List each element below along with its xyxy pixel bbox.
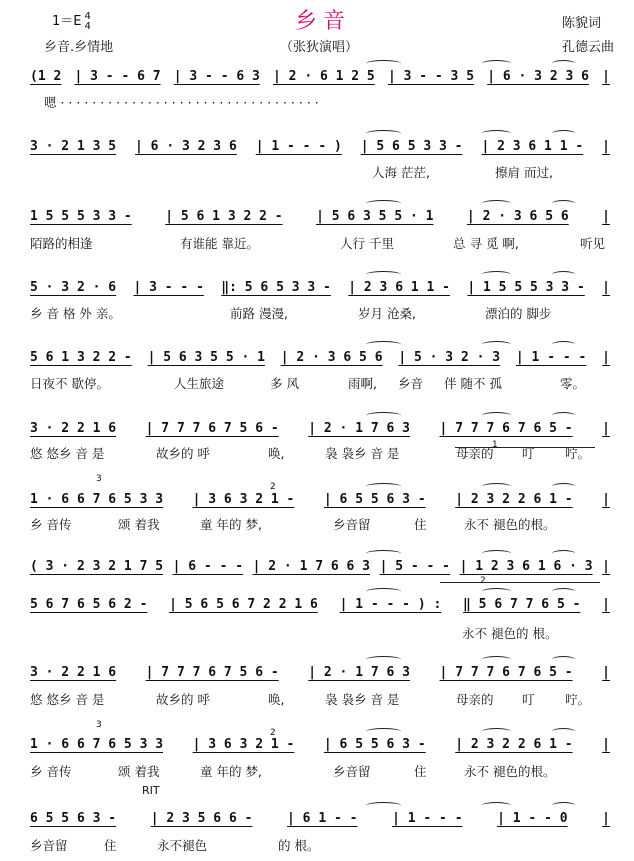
lyric-text: 乡 音 格 外 亲。 — [30, 306, 121, 321]
slur-mark — [552, 341, 575, 348]
measure: | 5 6 5 3 3 - — [360, 138, 463, 154]
lyric-text: 故乡的 呼 — [156, 692, 210, 707]
lyric-text: 咛。 — [565, 692, 591, 707]
lyric-text: 永不褪色 — [157, 838, 208, 853]
measure: | 5 6 3 5 5 · 1 — [147, 349, 265, 365]
measure: | 2 3 2 2 6 1 - — [455, 491, 573, 507]
lyric-text: 住 — [414, 517, 427, 532]
measure: | — [602, 68, 610, 84]
lyric-text: 日夜不 歇停。 — [30, 376, 109, 391]
measure: | — [602, 420, 610, 436]
measure: 3 · 2 2 1 6 — [30, 420, 117, 436]
measure: | 3 - - 6 7 — [74, 68, 161, 84]
measure: | 1 2 3 6 1 6 · 3 — [459, 558, 593, 574]
lyric-text: 雨啊, — [348, 376, 377, 391]
measure: | 3 - - - — [133, 279, 204, 295]
lyric-text: 乡音 — [398, 376, 424, 391]
grace-mark-2: 2 — [270, 728, 276, 738]
slur-mark — [482, 802, 511, 809]
measure: | — [602, 596, 610, 612]
slur-mark — [366, 60, 401, 67]
lyric-text: 悠 悠乡 音 是 — [30, 446, 105, 461]
measure: 1 5 5 5 3 3 - — [30, 208, 132, 224]
lyric-text: 颂 着我 — [118, 517, 160, 532]
measure: | 2 3 6 1 1 - — [348, 279, 450, 295]
slur-mark — [552, 130, 575, 137]
slur-mark — [482, 483, 511, 490]
lyric-text: 总 寻 觅 啊, — [453, 236, 519, 251]
lyric-text: 乡音留 — [333, 764, 371, 779]
measure: | 2 · 1 7 6 6 3 — [252, 558, 371, 574]
lyric-text: 母亲的 — [456, 692, 494, 707]
slur-mark — [482, 130, 511, 137]
slur-mark — [482, 412, 511, 419]
slur-mark — [552, 60, 575, 67]
lyric-text: 叮 — [522, 692, 535, 707]
lyric-text: 童 年的 梦, — [200, 517, 262, 532]
page-title: 乡音 — [295, 9, 352, 34]
measure: | 6 1 - - — [287, 810, 358, 826]
lyric-text: 颂 着我 — [118, 764, 160, 779]
lyric-text: 乡音留 — [30, 838, 68, 853]
measure: | 1 - - - ) : — [339, 596, 442, 612]
lyric-text: 岁月 沧桑, — [358, 306, 416, 321]
measure: | 2 3 6 1 1 - — [481, 138, 584, 154]
time-signature — [85, 12, 91, 32]
notation-row — [30, 734, 610, 754]
measure: 5 6 1 3 2 2 - — [30, 349, 132, 365]
slur-mark — [552, 550, 575, 557]
slur-mark — [366, 656, 401, 663]
lyric-text: 悠 悠乡 音 是 — [30, 692, 105, 707]
measure: | — [602, 208, 610, 224]
measure: | 6 · 3 2 3 6 — [487, 68, 589, 84]
lyric-text: 童 年的 梦, — [200, 764, 262, 779]
lyricist: 陈貌词 — [562, 16, 602, 31]
volta-mark: 1 — [492, 440, 498, 450]
measure: | 3 - - 3 5 — [387, 68, 475, 84]
measure: | 3 6 3 2 1 - — [192, 491, 295, 507]
measure: | 2 · 3 6 5 6 — [280, 349, 383, 365]
lyric-text: 人生旅途 — [174, 376, 225, 391]
slur-mark — [552, 200, 575, 207]
notation-row — [30, 418, 610, 438]
slur-mark — [482, 60, 511, 67]
slur-mark — [366, 483, 401, 490]
measure: 1 · 6 6 7 6 5 3 3 — [30, 491, 164, 507]
measure: | 5 6 1 3 2 2 - — [165, 208, 283, 224]
notation-row — [30, 808, 610, 828]
measure: | 5 6 3 5 5 · 1 — [316, 208, 434, 224]
measure: | 2 · 1 7 6 3 — [308, 664, 410, 680]
slur-mark — [482, 550, 511, 557]
slur-mark — [482, 656, 511, 663]
measure: | 1 - - - — [392, 810, 463, 826]
measure: | 2 3 2 2 6 1 - — [455, 736, 573, 752]
lyric-text: 母亲的 — [456, 446, 494, 461]
lyric-text: 乡 音传 — [30, 764, 72, 779]
notation-row — [30, 206, 610, 226]
measure: | 6 5 5 6 3 - — [323, 491, 426, 507]
measure: | 6 · 3 2 3 6 — [135, 138, 237, 154]
lyric-text: 有谁能 靠近。 — [180, 236, 259, 251]
volta-bracket — [455, 447, 595, 448]
measure: | 5 · 3 2 · 3 — [398, 349, 501, 365]
measure: | 1 - - - ) — [255, 138, 342, 154]
lyric-text: 多 风 — [270, 376, 299, 391]
lyric-text: 乡音留 — [333, 517, 371, 532]
notation-row — [30, 136, 610, 156]
slur-mark — [552, 483, 575, 490]
measure: ‖ 5 6 7 7 6 5 - — [463, 596, 581, 612]
notation-row — [30, 277, 610, 297]
notation-row — [30, 556, 610, 576]
notation-row — [30, 594, 610, 614]
notation-row — [30, 662, 610, 682]
lyric-text: 住 — [414, 764, 427, 779]
measure: | — [602, 664, 610, 680]
slur-mark — [366, 802, 401, 809]
slur-mark — [366, 271, 401, 278]
slur-mark — [552, 656, 575, 663]
slur-mark — [552, 588, 575, 595]
measure: | 7 7 7 6 7 6 5 - — [439, 664, 573, 680]
lyric-text: 的 根。 — [278, 838, 320, 853]
notation-row — [30, 347, 610, 367]
slur-mark — [366, 341, 401, 348]
measure: 6 5 5 6 3 - — [30, 810, 117, 826]
measure: | — [602, 349, 610, 365]
measure: | 6 5 5 6 3 - — [323, 736, 426, 752]
measure: | 3 6 3 2 1 - — [192, 736, 295, 752]
measure: 5 · 3 2 · 6 — [30, 279, 117, 295]
triplet-mark-2: 3 — [96, 720, 102, 730]
measure: | 1 - - 0 — [497, 810, 568, 826]
triplet-mark: 3 — [96, 474, 102, 484]
slur-mark — [482, 588, 511, 595]
lyric-text: 住 — [104, 838, 117, 853]
grace-mark: 2 — [270, 482, 276, 492]
lyric-text: 人海 茫茫, — [372, 165, 430, 180]
lyric-text: 故乡的 呼 — [156, 446, 210, 461]
measure: | 2 · 6 1 2 5 — [273, 68, 375, 84]
measure: ( 3 · 2 3 2 1 7 5 — [30, 558, 164, 574]
measure: | 2 · 1 7 6 3 — [308, 420, 410, 436]
lyric-text: 唤, — [268, 446, 285, 461]
measure: | — [602, 138, 610, 154]
slur-mark — [366, 412, 401, 419]
measure: 1 · 6 6 7 6 5 3 3 — [30, 736, 164, 752]
lyric-text: 唤, — [268, 692, 285, 707]
slur-mark — [552, 412, 575, 419]
rit-marking: RIT — [142, 784, 160, 797]
slur-mark — [552, 728, 575, 735]
measure: | 5 - - - — [379, 558, 451, 574]
measure: 3 · 2 1 3 5 — [30, 138, 117, 154]
measure: | 3 - - 6 3 — [173, 68, 260, 84]
time-bottom: 4 — [84, 20, 91, 32]
composer: 孔德云曲 — [562, 40, 615, 55]
lyric-text: 袅 袅乡 音 是 — [325, 692, 400, 707]
measure: | 7 7 7 6 7 5 6 - — [145, 420, 279, 436]
slur-mark — [366, 130, 401, 137]
measure: | 5 6 5 6 7 2 2 1 6 — [169, 596, 318, 612]
measure: | — [602, 810, 610, 826]
measure: 5 6 7 6 5 6 2 - — [30, 596, 148, 612]
measure: | — [602, 491, 610, 507]
slur-mark — [366, 200, 401, 207]
volta-bracket-2 — [440, 582, 600, 583]
slur-mark — [366, 728, 401, 735]
measure: | — [602, 279, 610, 295]
album-name: 乡音.乡情地 — [44, 40, 114, 55]
lyric-text: 听见 — [580, 236, 606, 251]
time-top: 4 — [84, 10, 91, 22]
lyric-text: 袅 袅乡 音 是 — [325, 446, 400, 461]
lyric-text: 前路 漫漫, — [230, 306, 288, 321]
performer: （张狄演唱） — [280, 40, 359, 55]
notation-row — [30, 66, 610, 86]
lyric-text: 永不 褪色的根。 — [464, 764, 556, 779]
lyric-text: 人行 千里 — [340, 236, 394, 251]
slur-mark — [482, 271, 511, 278]
lyric-text: 永不 褪色的 根。 — [462, 626, 558, 641]
lyric-text: 乡 音传 — [30, 517, 72, 532]
measure: | 1 5 5 5 3 3 - — [467, 279, 585, 295]
lyric-text: 永不 褪色的根。 — [464, 517, 556, 532]
lyric-text: 擦肩 而过, — [495, 165, 553, 180]
slur-mark — [366, 550, 401, 557]
notation-row — [30, 489, 610, 509]
measure: | 7 7 7 6 7 6 5 - — [439, 420, 573, 436]
lyric-text: 嗯 · · · · · · · · · · · · · · · · · · · · · · · · · · · · · · · · · — [44, 95, 319, 110]
measure: | 2 · 3 6 5 6 — [466, 208, 569, 224]
measure: | 2 3 5 6 6 - — [150, 810, 253, 826]
slur-mark — [482, 728, 511, 735]
lyric-text: 伴 随不 孤 — [444, 376, 502, 391]
duplet-mark: 2 — [480, 576, 486, 586]
measure: | — [602, 558, 610, 574]
slur-mark — [552, 271, 575, 278]
measure: ‖: 5 6 5 3 3 - — [221, 279, 331, 295]
slur-mark — [482, 200, 511, 207]
key-label: 1＝E — [52, 14, 82, 29]
measure: (1 2 — [30, 68, 62, 84]
slur-mark — [552, 802, 575, 809]
measure: | 6 - - - — [172, 558, 244, 574]
lyric-text: 咛。 — [565, 446, 591, 461]
lyric-text: 陌路的相逢 — [30, 236, 93, 251]
lyric-text: 零。 — [560, 376, 586, 391]
lyric-text: 漂泊的 脚步 — [485, 306, 552, 321]
slur-mark — [482, 341, 511, 348]
measure: | 1 - - - — [515, 349, 587, 365]
key-signature — [52, 10, 91, 32]
measure: | 7 7 7 6 7 5 6 - — [145, 664, 279, 680]
slur-mark — [366, 588, 401, 595]
lyric-text: 叮 — [522, 446, 535, 461]
measure: 3 · 2 2 1 6 — [30, 664, 117, 680]
measure: | — [602, 736, 610, 752]
